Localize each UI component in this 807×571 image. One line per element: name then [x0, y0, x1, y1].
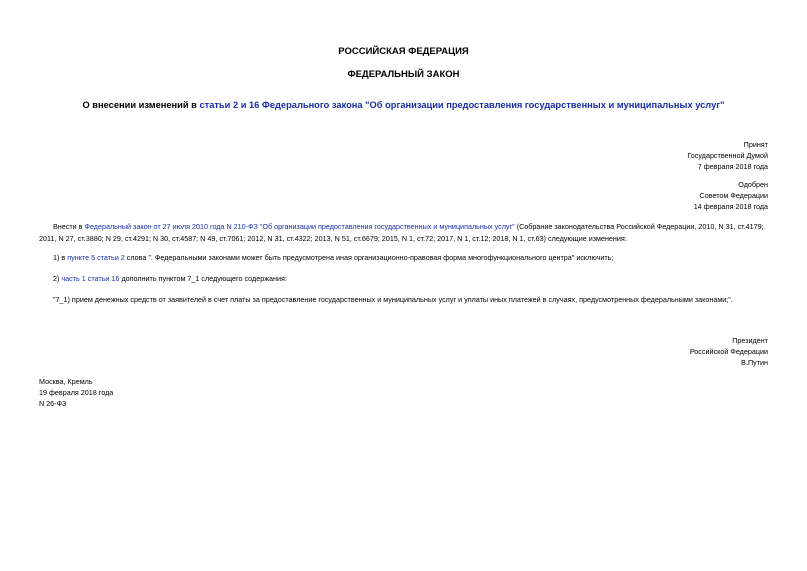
title-prefix: О внесении изменений в	[82, 100, 200, 110]
footer-place: Москва, Кремль	[39, 377, 93, 386]
quote-paragraph: "7_1) прием денежных средств от заявителей в счет платы за предоставление государственных и муниципальных услуг и уплаты иных платежей в случаях, предусмотренных федеральными законами;".	[53, 295, 733, 304]
item-1-link[interactable]: пункте 5 статьи 2	[67, 253, 125, 262]
approved-line2: Советом Федерации	[699, 191, 768, 200]
footer-number: N 26-ФЗ	[39, 399, 67, 408]
signature-line1: Президент	[732, 336, 768, 345]
signature-block	[690, 335, 768, 368]
adopted-line2: Государственной Думой	[687, 151, 768, 160]
approved-block	[694, 179, 768, 212]
item-2-paragraph	[39, 273, 769, 285]
law-type-heading: ФЕДЕРАЛЬНЫЙ ЗАКОН	[347, 69, 460, 80]
footer-block	[39, 376, 113, 409]
signature-line2: Российской Федерации	[689, 347, 768, 356]
item-1-prefix: 1) в	[53, 253, 68, 262]
intro-prefix: Внести в	[53, 222, 85, 231]
item-1-paragraph	[39, 252, 769, 264]
title-link[interactable]: статьи 2 и 16 Федерального закона "Об организации предоставления государственных и муниципальных услуг"	[199, 100, 725, 110]
document-title	[0, 100, 807, 110]
intro-suffix: (Собрание законодательства Российской Федерации, 2010, N 31, ст.4179; 2011, N 27, ст.3880; N 29, ст.4291; N 30, ст.4587; N 49, ст.7061; 2012, N 31, ст.4322; 2013, N 51, ст.6679; 2015, N 1, ст.72; 2017, N 1, ст.12; 2018, N 1, ст.63) следующие изменения:	[39, 222, 764, 243]
approved-line1: Одобрен	[738, 180, 768, 189]
item-2-link[interactable]: часть 1 статьи 16	[61, 274, 120, 283]
item-1-suffix: слова ". Федеральными законами может быть предусмотрена иная организационно-правовая форма многофункционального центра" исключить;	[124, 253, 614, 262]
footer-date: 19 февраля 2018 года	[39, 388, 114, 397]
federation-heading: РОССИЙСКАЯ ФЕДЕРАЦИЯ	[338, 46, 469, 57]
adopted-block	[687, 139, 768, 172]
signature-line3: В.Путин	[741, 358, 768, 367]
item-2-suffix: дополнить пунктом 7_1 следующего содержания:	[119, 274, 287, 283]
item-2-prefix: 2)	[53, 274, 62, 283]
approved-line3: 14 февраля 2018 года	[693, 202, 768, 211]
intro-paragraph	[39, 221, 769, 244]
law-210-fz-link[interactable]: Федеральный закон от 27 июля 2010 года N 210-ФЗ "Об организации предоставления государственных и муниципальных услуг"	[84, 222, 515, 231]
adopted-line3: 7 февраля 2018 года	[697, 162, 768, 171]
adopted-line1: Принят	[743, 140, 768, 149]
